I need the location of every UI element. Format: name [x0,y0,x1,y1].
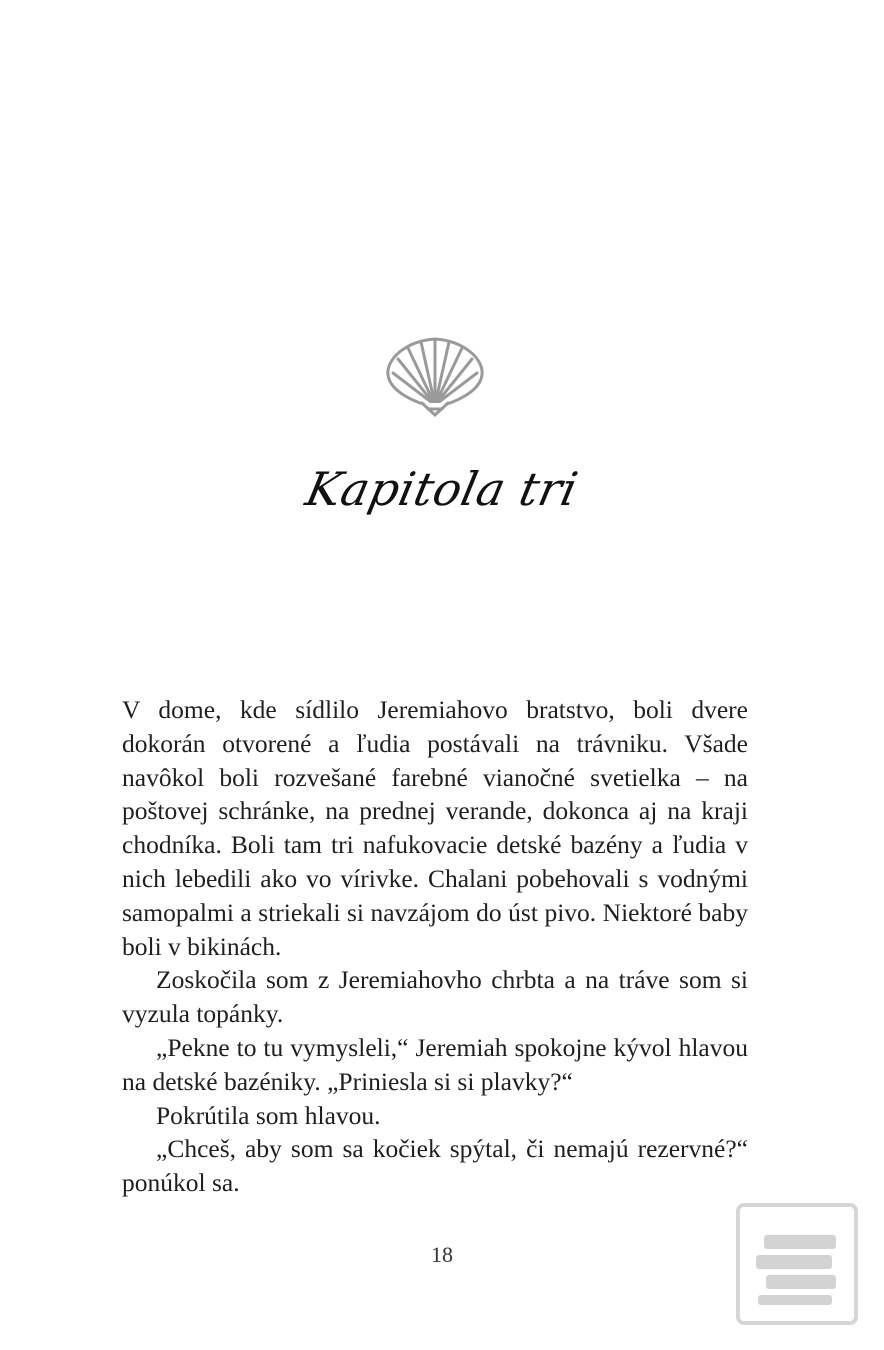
book-stack-icon [736,1203,858,1325]
chapter-title: Kapitola tri [301,462,583,516]
scallop-shell-icon [384,333,486,417]
paragraph: „Chceš, aby som sa kočiek spýtal, či nemajú rezervné?“ ponúkol sa. [122,1134,748,1198]
paragraph: „Pekne to tu vymysleli,“ Jeremiah spokojne kývol hlavou na detské bazéniky. „Priniesla si si plavky?“ [122,1032,748,1096]
body-text [122,693,748,1200]
page-number: 18 [431,1242,453,1267]
paragraph: Pokrútila som hlavou. [156,1100,381,1130]
paragraph: V dome, kde sídlilo Jeremiahovo bratstvo, boli dvere dokorán otvorené a ľudia postávali na trávniku. Všade navôkol boli rozvešané farebné vianočné svetielka – na poštovej schránke, na prednej verande, dokonca aj na kraji chodníka. Boli tam tri nafukovacie detské bazény a ľudia v nich lebedili ako vo vírivke. Chalani pobehovali s vodnými samopalmi a striekali si navzájom do úst pivo. Niektoré baby boli v bikinách. [122,695,748,961]
paragraph: Zoskočila som z Jeremiahovho chrbta a na tráve som si vyzula topánky. [122,965,748,1029]
